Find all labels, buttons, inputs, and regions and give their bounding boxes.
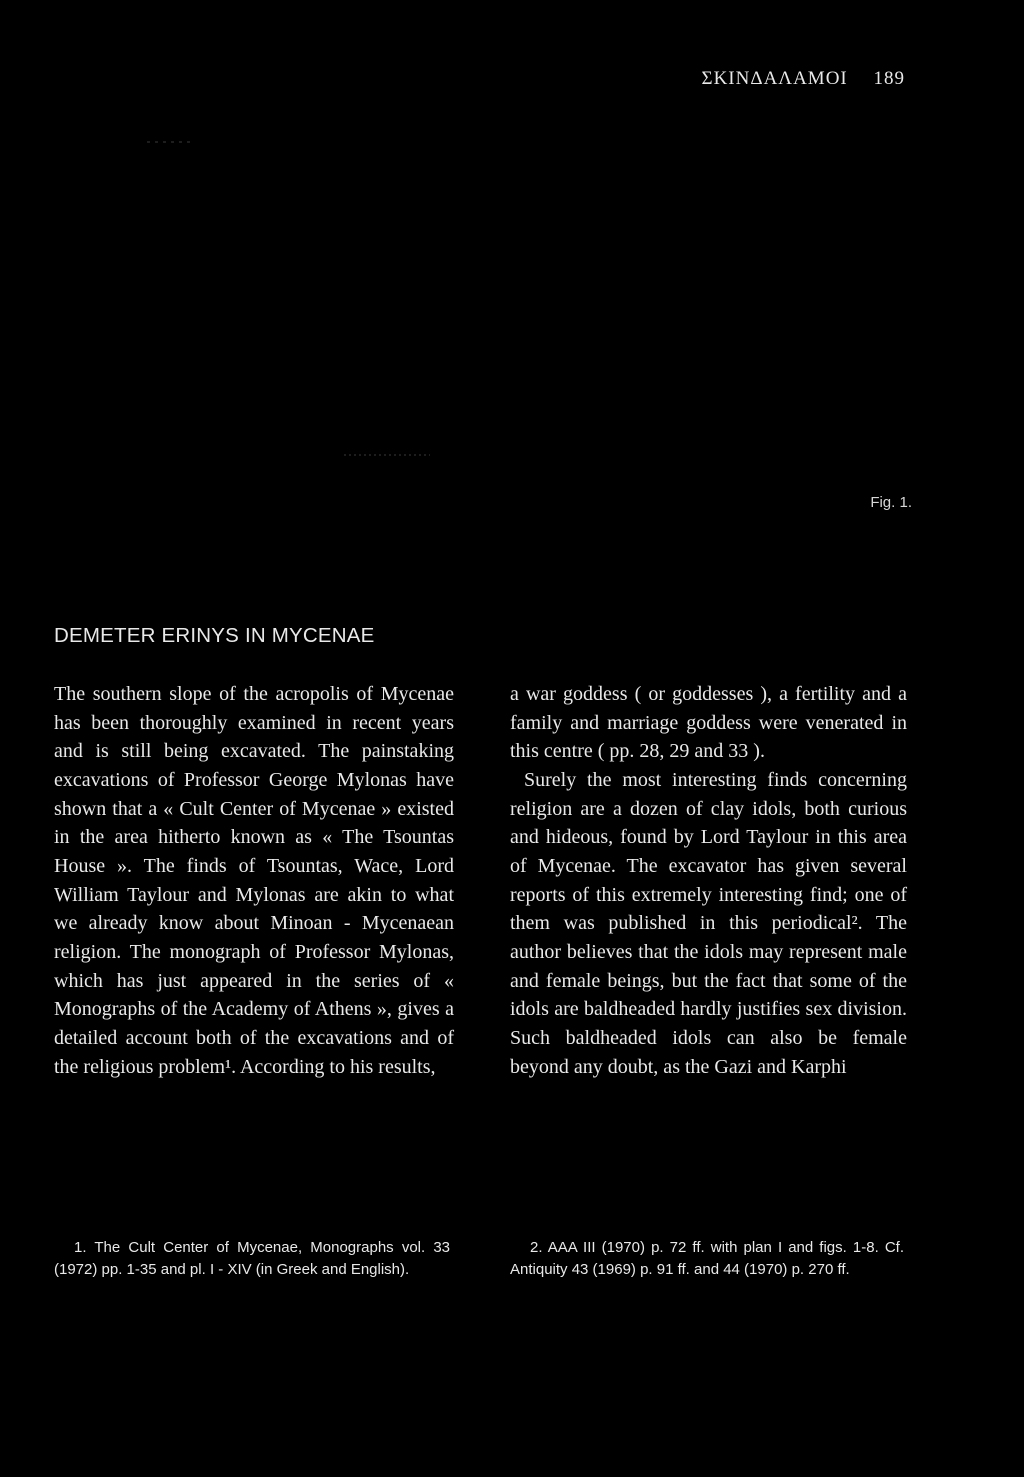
figure-1-image xyxy=(0,110,1024,490)
running-head xyxy=(702,68,905,90)
paragraph: Surely the most interesting finds concerning religion are a dozen of clay idols, both curious and hideous, found by Lord Taylour in this area of Mycenae. The excavator has given several reports of this extremely interesting find; one of them was published in this periodical². The author believes that the idols may represent male and female beings, but the fact that some of the idols are baldheaded hardly justifies sex division. Such baldheaded idols can also be female beyond any doubt, as the Gazi and Karphi xyxy=(510,768,907,1078)
figure-caption: Fig. 1. xyxy=(870,494,912,511)
running-title: ΣΚΙΝΔΑΛΑΜΟΙ xyxy=(701,68,848,89)
footnote-1 xyxy=(54,1237,450,1280)
left-text-column xyxy=(54,680,454,1081)
article-title: DEMETER ERINYS IN MYCENAE xyxy=(54,624,375,647)
footnote-2 xyxy=(510,1237,904,1280)
footnote-text: 2. AAA III (1970) p. 72 ff. with plan I and figs. 1-8. Cf. Antiquity 43 (1969) p. 91 ff. and 44 (1970) p. 270 ff. xyxy=(510,1239,904,1278)
paragraph: The southern slope of the acropolis of Mycenae has been thoroughly examined in recent years and is still being excavated. The painstaking excavations of Professor George Mylonas have shown that a « Cult Center of Mycenae » existed in the area hitherto known as « The Tsountas House ». The finds of Tsountas, Wace, Lord William Taylour and Mylonas are akin to what we already know about Minoan - Mycenaean religion. The monograph of Professor Mylonas, which has just appeared in the series of « Monographs of the Academy of Athens », gives a detailed account both of the excavations and of the religious problem¹. According to his results, xyxy=(54,683,454,1078)
right-text-column xyxy=(510,680,907,1081)
page-number: 189 xyxy=(873,68,905,89)
figure-1-faint-marks xyxy=(0,110,1024,490)
footnote-text: 1. The Cult Center of Mycenae, Monographs vol. 33 (1972) pp. 1-35 and pl. I - XIV (in Greek and English). xyxy=(54,1239,450,1278)
paragraph: a war goddess ( or goddesses ), a fertility and a family and marriage goddess were venerated in this centre ( pp. 28, 29 and 33 ). xyxy=(510,683,907,763)
